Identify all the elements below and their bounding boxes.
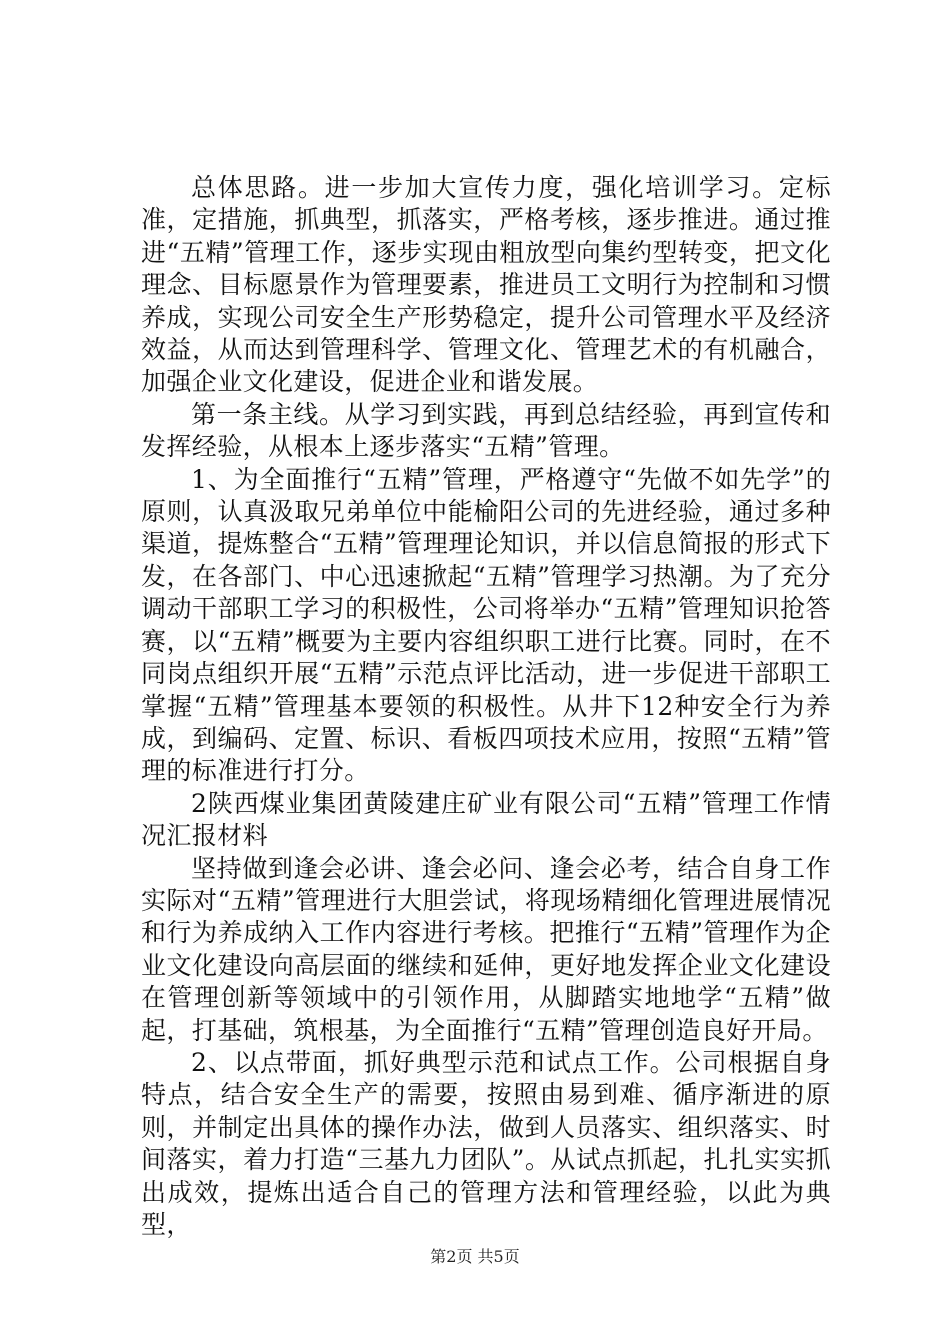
paragraph-item-2: 2、以点带面，抓好典型示范和试点工作。公司根据自身特点，结合安全生产的需要，按照由易到难、循序渐进的原则，并制定出具体的操作办法，做到人员落实、组织落实、时间落实，着力打造“三基九力团队”。从试点抓起，扎扎实实抓出成效，提炼出适合自己的管理方法和管理经验，以此为典型， [141, 1047, 831, 1239]
paragraph-section-heading: 2陕西煤业集团黄陵建庄矿业有限公司“五精”管理工作情况汇报材料 [141, 788, 831, 851]
paragraph-first-main-line: 第一条主线。从学习到实践，再到总结经验，再到宣传和发挥经验，从根本上逐步落实“五精”管理。 [141, 399, 831, 462]
document-body [141, 172, 831, 1241]
paragraph-persistence: 坚持做到逢会必讲、逢会必问、逢会必考，结合自身工作实际对“五精”管理进行大胆尝试，将现场精细化管理进展情况和行为养成纳入工作内容进行考核。把推行“五精”管理作为企业文化建设向高层面的继续和延伸，更好地发挥企业文化建设在管理创新等领域中的引领作用，从脚踏实地地学“五精”做起，打基础，筑根基，为全面推行“五精”管理创造良好开局。 [141, 853, 831, 1045]
paragraph-item-1: 1、为全面推行“五精”管理，严格遵守“先做不如先学”的原则，认真汲取兄弟单位中能榆阳公司的先进经验，通过多种渠道，提炼整合“五精”管理理论知识，并以信息简报的形式下发，在各部门、中心迅速掀起“五精”管理学习热潮。为了充分调动干部职工学习的积极性，公司将举办“五精”管理知识抢答赛，以“五精”概要为主要内容组织职工进行比赛。同时，在不同岗点组织开展“五精”示范点评比活动，进一步促进干部职工掌握“五精”管理基本要领的积极性。从井下12种安全行为养成，到编码、定置、标识、看板四项技术应用，按照“五精”管理的标准进行打分。 [141, 464, 831, 786]
paragraph-overall-approach: 总体思路。进一步加大宣传力度，强化培训学习。定标准，定措施，抓典型，抓落实，严格考核，逐步推进。通过推进“五精”管理工作，逐步实现由粗放型向集约型转变，把文化理念、目标愿景作为管理要素，推进员工文明行为控制和习惯养成，实现公司安全生产形势稳定，提升公司管理水平及经济效益，从而达到管理科学、管理文化、管理艺术的有机融合，加强企业文化建设，促进企业和谐发展。 [141, 173, 831, 397]
page-footer: 第2页 共5页 [430, 1247, 520, 1266]
